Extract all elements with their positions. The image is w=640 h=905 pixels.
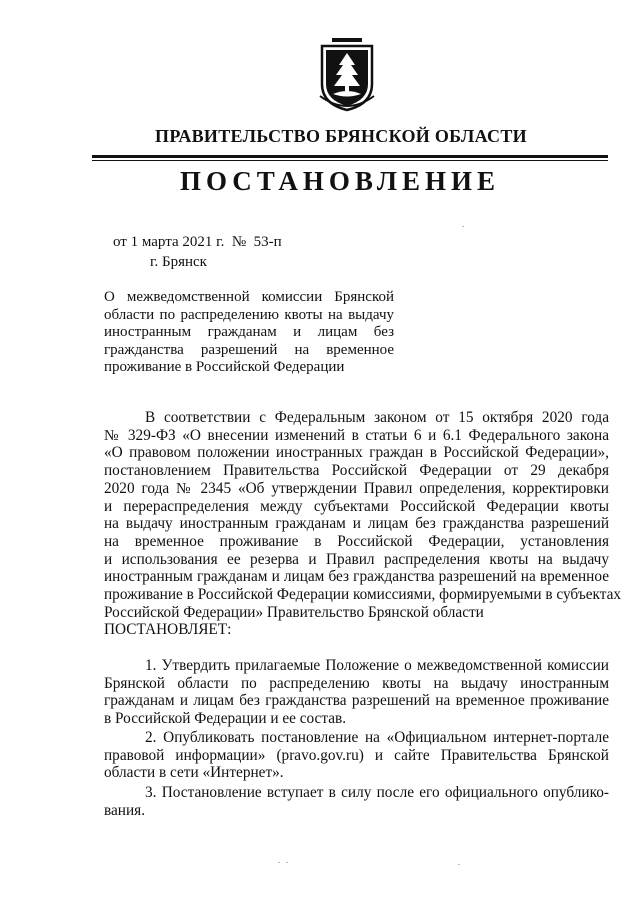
item-line: Брянской области по распределению квоты на выдачу иностранным — [104, 674, 609, 692]
item-3-paragraph — [104, 784, 609, 819]
item-line: гражданам и лицам без гражданства разрешений на временное проживание — [104, 692, 609, 710]
preamble-line: постановлением Правительства Российской Федерации от 29 декабря — [104, 462, 609, 480]
preamble-line: Российской Федерации» Правительство Брянской области — [104, 603, 484, 621]
document-type-title: ПОСТАНОВЛЕНИЕ — [179, 166, 501, 196]
subject-line: проживание в Российской Федерации — [104, 359, 345, 376]
preamble-line: 2020 года № 2345 «Об утверждении Правил определения, корректировки — [104, 479, 609, 497]
preamble-paragraph — [104, 409, 622, 621]
item-line: 3. Постановление вступает в силу после его официального опублико- — [145, 784, 609, 801]
item-line: 2. Опубликовать постановление на «Официальном интернет-портале — [145, 729, 609, 746]
scan-artifact — [462, 226, 464, 227]
subject-line: гражданства разрешений на временное — [104, 341, 394, 358]
header-rule-thick — [92, 155, 608, 158]
scan-artifact — [458, 864, 460, 865]
item-1-paragraph — [104, 657, 609, 728]
scan-artifact — [286, 862, 288, 863]
preamble-line: В соответствии с Федеральным законом от 15 октября 2020 года — [145, 409, 609, 426]
preamble-line: иностранным гражданам и лицам без гражданства разрешений на временное — [104, 568, 609, 586]
preamble-line: проживание в Российской Федерации комиссиями, формируемыми в субъектах — [104, 586, 622, 604]
preamble-line: и перераспределения между субъектами Российской Федерации квоты — [104, 497, 609, 515]
document-meta — [113, 232, 282, 272]
item-2-paragraph — [104, 729, 609, 782]
item-line: области в сети «Интернет». — [104, 764, 284, 782]
date-and-number: от 1 марта 2021 г. № 53-п — [113, 234, 282, 250]
item-line: вания. — [104, 801, 146, 819]
header-rule-thin — [92, 160, 608, 161]
document-subject — [104, 289, 394, 377]
preamble-line: на временное проживание в Российской Федерации, установления — [104, 532, 609, 550]
item-line: правовой информации» (pravo.gov.ru) и сайте Правительства Брянской — [104, 746, 609, 764]
preamble-line: и использования ее резерва и Правил распределения квоты на выдачу — [104, 550, 609, 568]
subject-line: О межведомственной комиссии Брянской — [104, 289, 394, 305]
city: г. Брянск — [150, 254, 207, 270]
preamble-line: на выдачу иностранным гражданам и лицам без гражданства разрешений — [104, 515, 609, 533]
item-line: 1. Утвердить прилагаемые Положение о межведомственной комиссии — [145, 657, 609, 674]
coat-of-arms-icon — [318, 38, 376, 112]
preamble-line: «О правовом положении иностранных граждан в Российской Федерации», — [104, 444, 609, 462]
item-line: в Российской Федерации и ее состав. — [104, 710, 347, 728]
preamble-line: № 329-ФЗ «О внесении изменений в статьи 6 и 6.1 Федерального закона — [104, 426, 609, 444]
organization-name: ПРАВИТЕЛЬСТВО БРЯНСКОЙ ОБЛАСТИ — [155, 126, 527, 146]
subject-line: области по распределению квоты на выдачу — [104, 306, 394, 323]
resolves-heading: ПОСТАНОВЛЯЕТ: — [104, 621, 232, 638]
subject-line: иностранным гражданам и лицам без — [104, 324, 394, 341]
scan-artifact — [278, 862, 280, 863]
